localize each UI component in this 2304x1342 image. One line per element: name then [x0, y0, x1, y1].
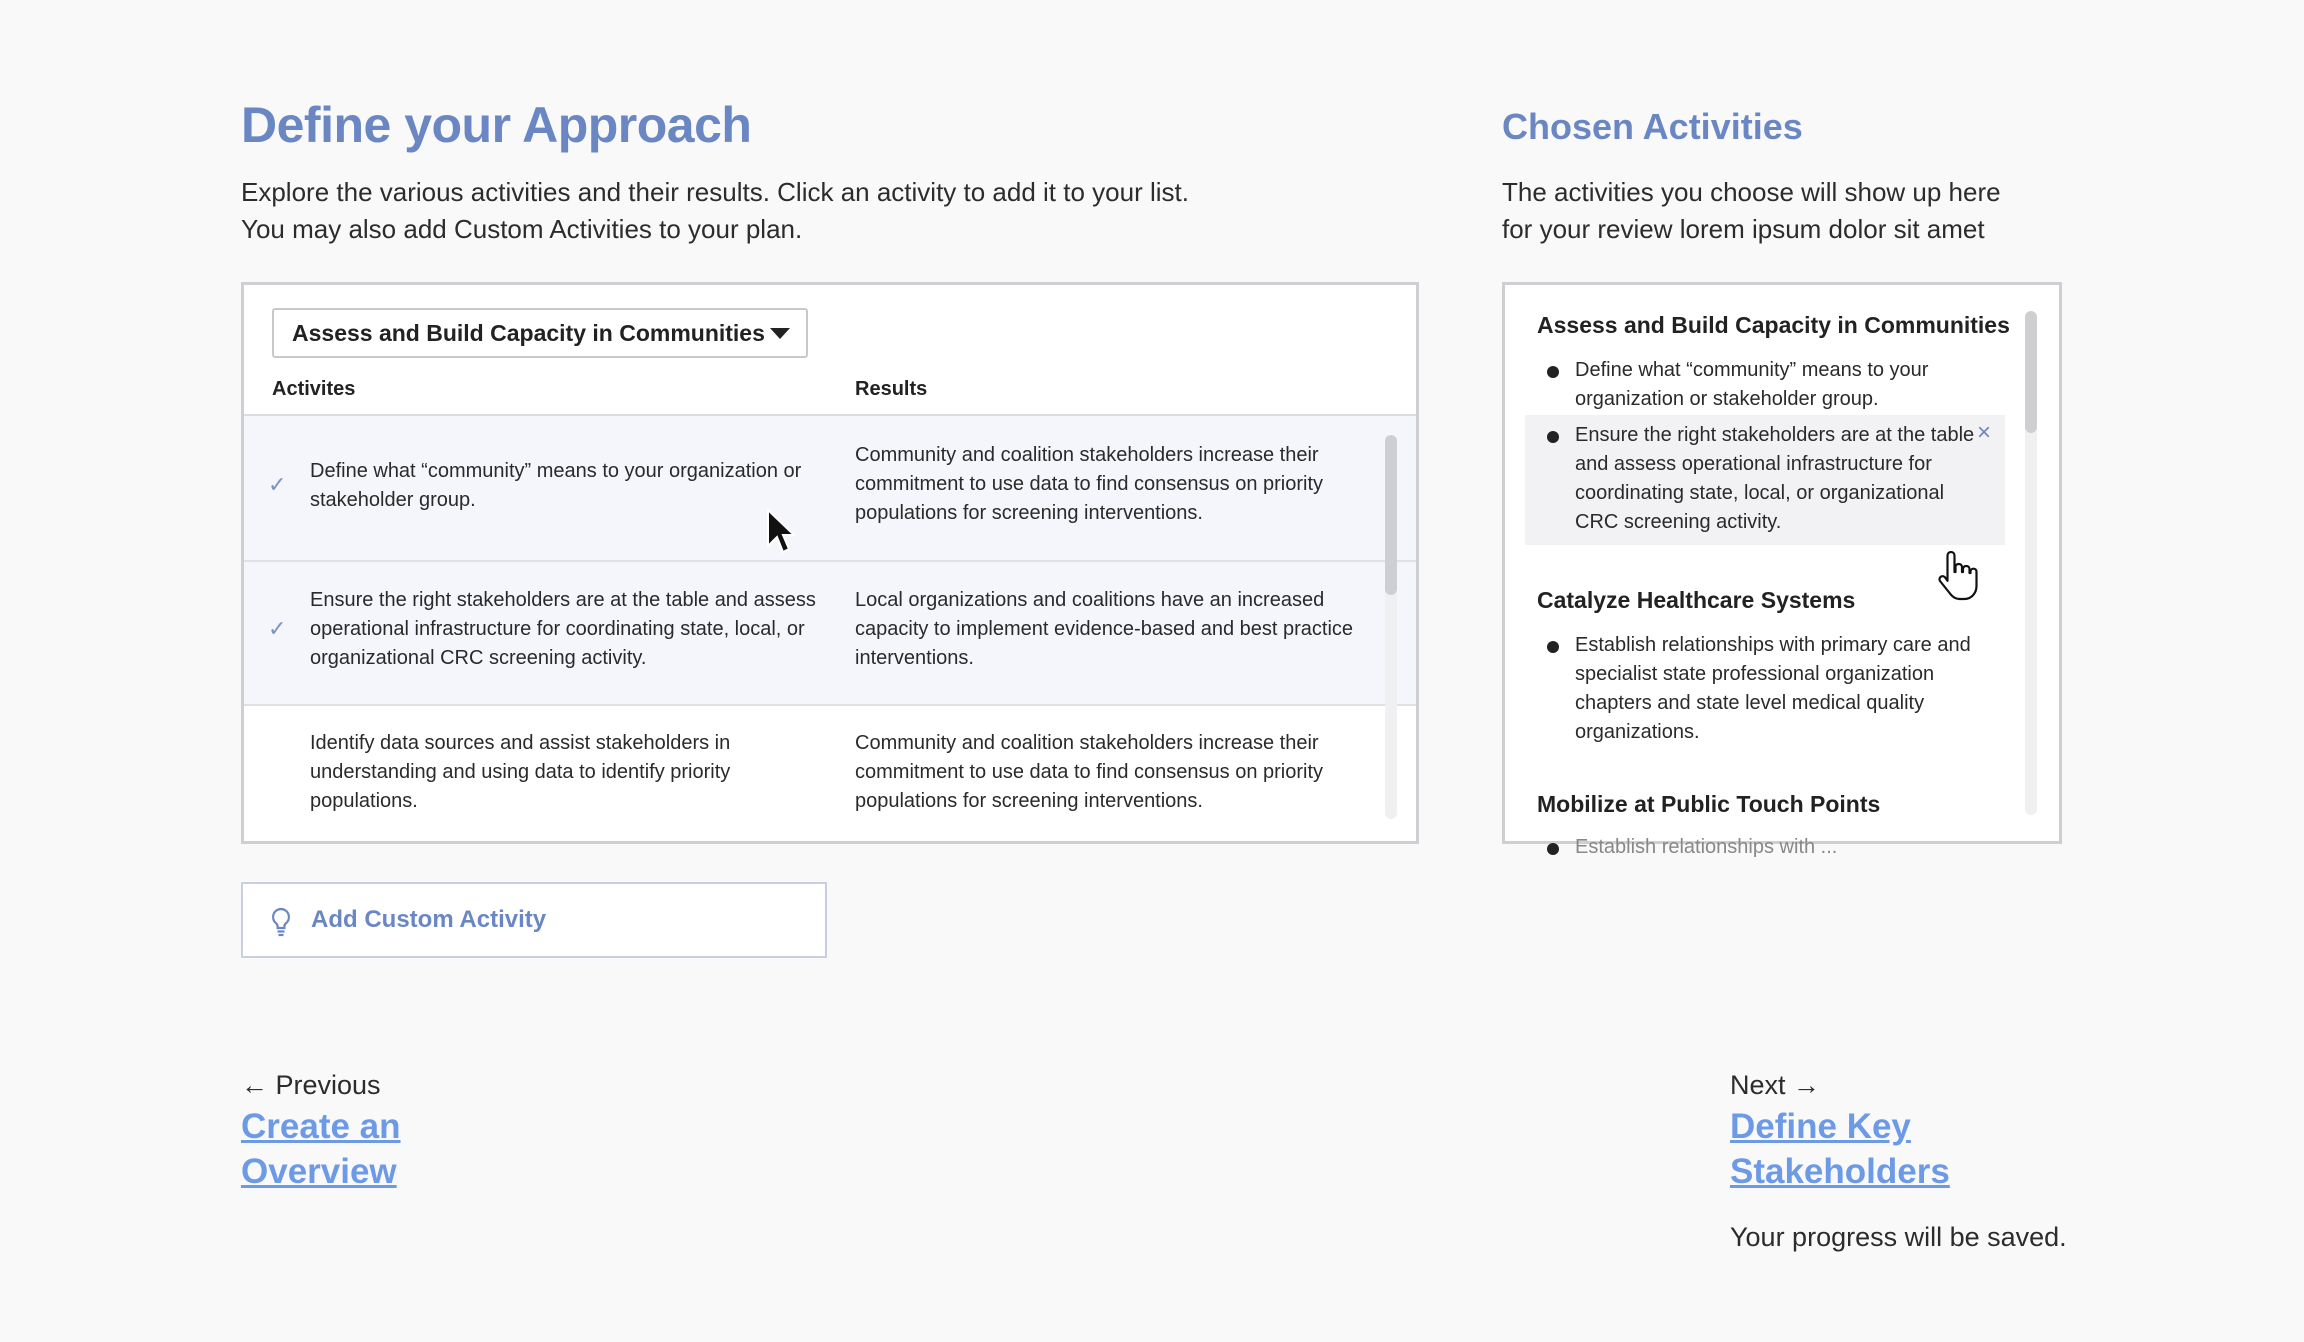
chosen-item-text: Ensure the right stakeholders are at the table and assess operational infrastructure for coordinating state, local, or organizational CRC screening activity.: [1575, 424, 1975, 533]
chosen-item-text: Establish relationships with primary care and specialist state professional organization chapters and state level medical quality organizations.: [1575, 634, 1971, 743]
activity-row-2[interactable]: [244, 562, 1416, 706]
add-custom-activity-button[interactable]: [241, 882, 827, 958]
page-title: Define your Approach: [241, 97, 752, 153]
next-link-line-1: Define Key: [1730, 1107, 1911, 1146]
chosen-item-hovered[interactable]: [1525, 415, 2005, 545]
previous-page-link[interactable]: [241, 1104, 401, 1194]
activities-scrollbar-thumb[interactable]: [1385, 435, 1397, 595]
bullet-icon: [1547, 641, 1559, 653]
bullet-icon: [1547, 366, 1559, 378]
category-dropdown[interactable]: [272, 308, 808, 358]
caret-down-icon: [770, 328, 790, 339]
previous-link-line-1: Create an: [241, 1107, 401, 1146]
chosen-item-cut-off: [1525, 833, 2005, 862]
remove-icon[interactable]: ×: [1976, 419, 1991, 446]
hand-pointer-icon: [1937, 548, 1981, 602]
chosen-group-title: Assess and Build Capacity in Communities: [1537, 312, 2010, 338]
activity-text: Ensure the right stakeholders are at the table and assess operational infrastructure for coordinating state, local, or organizational CRC screening activity.: [310, 589, 816, 669]
lightbulb-icon: [269, 906, 293, 938]
next-link-line-2: Stakeholders: [1730, 1152, 1950, 1191]
chosen-activities-intro: [1502, 174, 2062, 248]
chosen-scrollbar-thumb[interactable]: [2025, 311, 2037, 433]
result-text: Local organizations and coalitions have an increased capacity to implement evidence-based and best practice interventions.: [855, 589, 1354, 669]
chosen-intro-line-1: The activities you choose will show up here: [1502, 177, 2001, 207]
chosen-intro-line-2: for your review lorem ipsum dolor sit amet: [1502, 214, 1985, 244]
add-custom-activity-label: Add Custom Activity: [311, 906, 547, 933]
bullet-icon: [1547, 431, 1559, 443]
check-icon: ✓: [268, 616, 287, 641]
bullet-icon: [1547, 843, 1559, 855]
chosen-item: [1525, 356, 2005, 414]
activities-table: [244, 416, 1416, 850]
next-label: Next →: [1730, 1070, 1821, 1100]
column-header-results: Results: [855, 378, 928, 400]
column-header-activities: Activites: [272, 378, 356, 400]
activity-text: Identify data sources and assist stakeholders in understanding and using data to identify priority populations.: [310, 732, 731, 812]
category-dropdown-value: Assess and Build Capacity in Communities: [292, 319, 765, 346]
mouse-pointer-icon: [766, 508, 796, 556]
activity-row-1[interactable]: [244, 416, 1416, 562]
page-intro: [241, 174, 1301, 248]
check-icon: ✓: [268, 472, 287, 497]
chosen-item-text: Define what “community” means to your organization or stakeholder group.: [1575, 359, 1929, 410]
intro-line-1: Explore the various activities and their results. Click an activity to add it to your list.: [241, 177, 1189, 207]
result-text: Community and coalition stakeholders increase their commitment to use data to find consensus on priority populations for screening interventions.: [855, 444, 1324, 524]
next-page-link[interactable]: [1730, 1104, 1950, 1194]
result-text: Community and coalition stakeholders increase their commitment to use data to find consensus on priority populations for screening interventions.: [855, 732, 1324, 812]
chosen-activities-title: Chosen Activities: [1502, 106, 1803, 147]
previous-link-line-2: Overview: [241, 1152, 397, 1191]
chosen-group-title: Mobilize at Public Touch Points: [1537, 791, 1881, 817]
save-note: Your progress will be saved.: [1730, 1222, 2067, 1252]
chosen-item-text: Establish relationships with ...: [1575, 836, 1838, 858]
activities-panel: [241, 282, 1419, 844]
intro-line-2: You may also add Custom Activities to your plan.: [241, 214, 803, 244]
previous-label: ← Previous: [241, 1070, 381, 1100]
chosen-group-title: Catalyze Healthcare Systems: [1537, 587, 1856, 613]
chosen-item: [1525, 631, 2005, 747]
activity-text: Define what “community” means to your organization or stakeholder group.: [310, 460, 802, 511]
activity-row-3[interactable]: [244, 706, 1416, 850]
